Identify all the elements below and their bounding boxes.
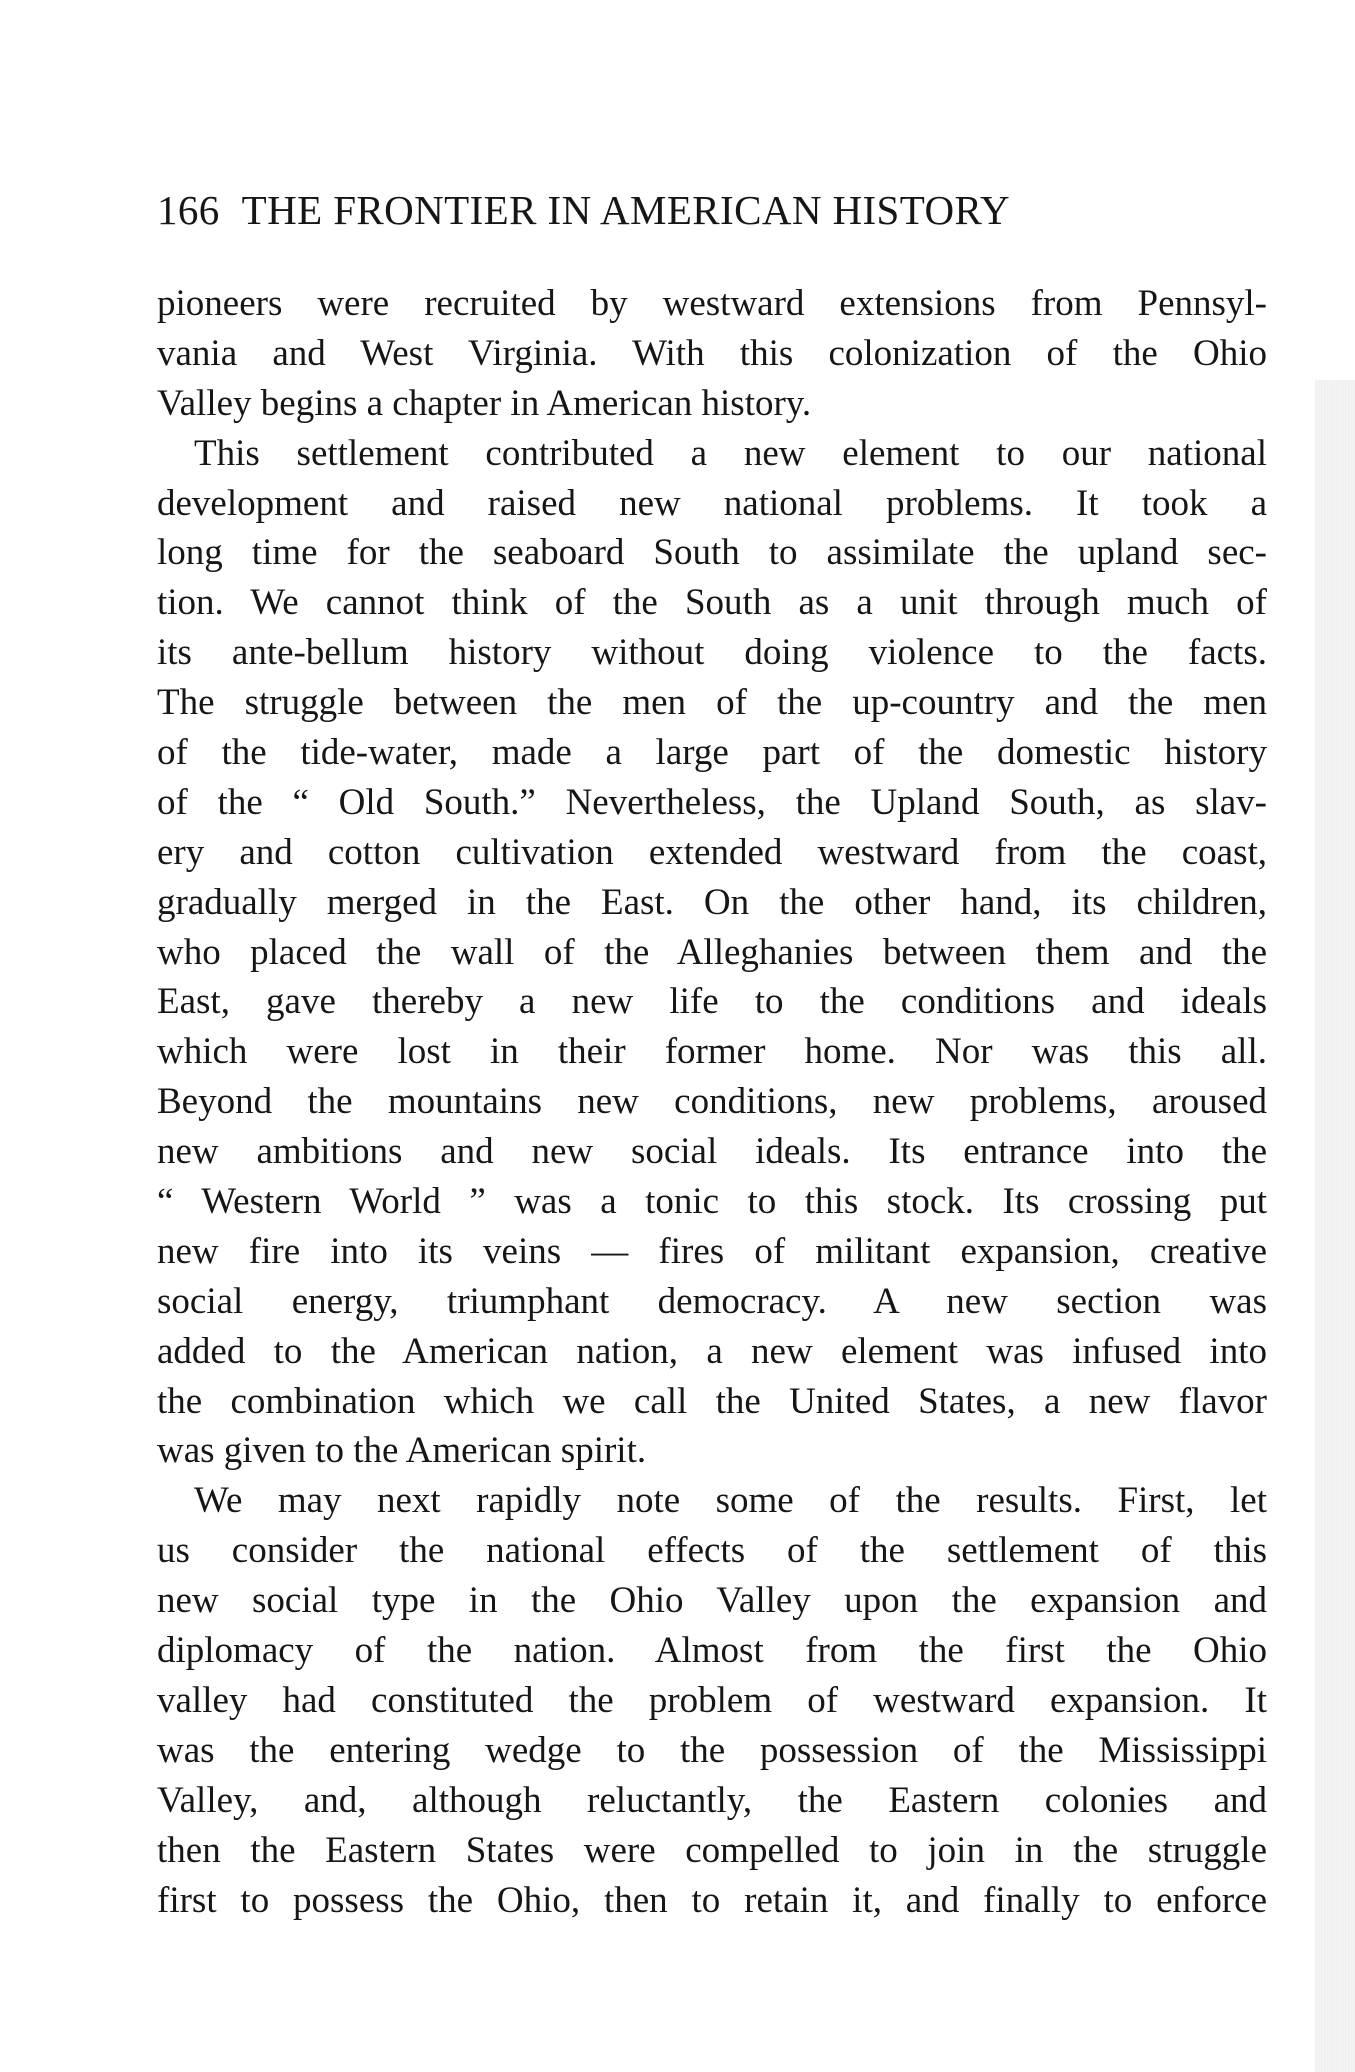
text-line: The struggle between the men of the up-country and the men — [157, 682, 1267, 724]
text-line: of the “ Old South.” Nevertheless, the Upland South, as slav- — [157, 781, 1267, 823]
text-line: its ante-bellum history without doing violence to the facts. — [157, 632, 1267, 674]
text-line: was the entering wedge to the possession of the Mississippi — [157, 1729, 1267, 1771]
text-line: Valley begins a chapter in American history. — [157, 382, 812, 424]
page-header — [157, 182, 1267, 238]
text-line: gradually merged in the East. On the other hand, its children, — [157, 881, 1267, 923]
text-line: tion. We cannot think of the South as a unit through much of — [157, 582, 1267, 624]
text-line: This settlement contributed a new element to our national — [194, 432, 1267, 474]
text-line: vania and West Virginia. With this colonization of the Ohio — [157, 332, 1267, 374]
text-line: then the Eastern States were compelled to join in the struggle — [157, 1829, 1267, 1871]
text-line: East, gave thereby a new life to the conditions and ideals — [157, 981, 1267, 1023]
body-text — [157, 279, 1267, 1925]
text-line: ery and cotton cultivation extended westward from the coast, — [157, 831, 1267, 873]
text-line: first to possess the Ohio, then to retain it, and finally to enforce — [157, 1879, 1267, 1921]
text-line: valley had constituted the problem of westward expansion. It — [157, 1679, 1267, 1721]
running-title: THE FRONTIER IN AMERICAN HISTORY — [241, 187, 1010, 233]
text-line: social energy, triumphant democracy. A new section was — [157, 1280, 1267, 1322]
text-line: of the tide-water, made a large part of the domestic history — [157, 732, 1267, 774]
text-line: was given to the American spirit. — [157, 1430, 647, 1472]
text-line: Beyond the mountains new conditions, new problems, aroused — [157, 1081, 1267, 1123]
text-line: long time for the seaboard South to assimilate the upland sec- — [157, 532, 1267, 574]
text-line: diplomacy of the nation. Almost from the first the Ohio — [157, 1630, 1267, 1672]
text-line: pioneers were recruited by westward extensions from Pennsyl- — [157, 283, 1267, 324]
text-line: which were lost in their former home. Nor was this all. — [157, 1031, 1267, 1073]
text-line: us consider the national effects of the settlement of this — [157, 1530, 1267, 1572]
text-line: “ Western World ” was a tonic to this stock. Its crossing put — [157, 1181, 1267, 1223]
text-line: Valley, and, although reluctantly, the Eastern colonies and — [157, 1779, 1267, 1821]
scan-edge-shadow — [1315, 380, 1355, 2072]
text-line: new fire into its veins — fires of militant expansion, creative — [157, 1230, 1267, 1272]
page-number: 166 — [157, 187, 220, 233]
text-line: the combination which we call the United States, a new flavor — [157, 1380, 1267, 1422]
text-line: new ambitions and new social ideals. Its entrance into the — [157, 1131, 1267, 1173]
text-line: added to the American nation, a new element was infused into — [157, 1330, 1267, 1372]
text-line: We may next rapidly note some of the results. First, let — [194, 1480, 1267, 1522]
text-line: development and raised new national problems. It took a — [157, 482, 1267, 524]
text-line: who placed the wall of the Alleghanies between them and the — [157, 931, 1267, 973]
text-line: new social type in the Ohio Valley upon the expansion and — [157, 1580, 1267, 1622]
